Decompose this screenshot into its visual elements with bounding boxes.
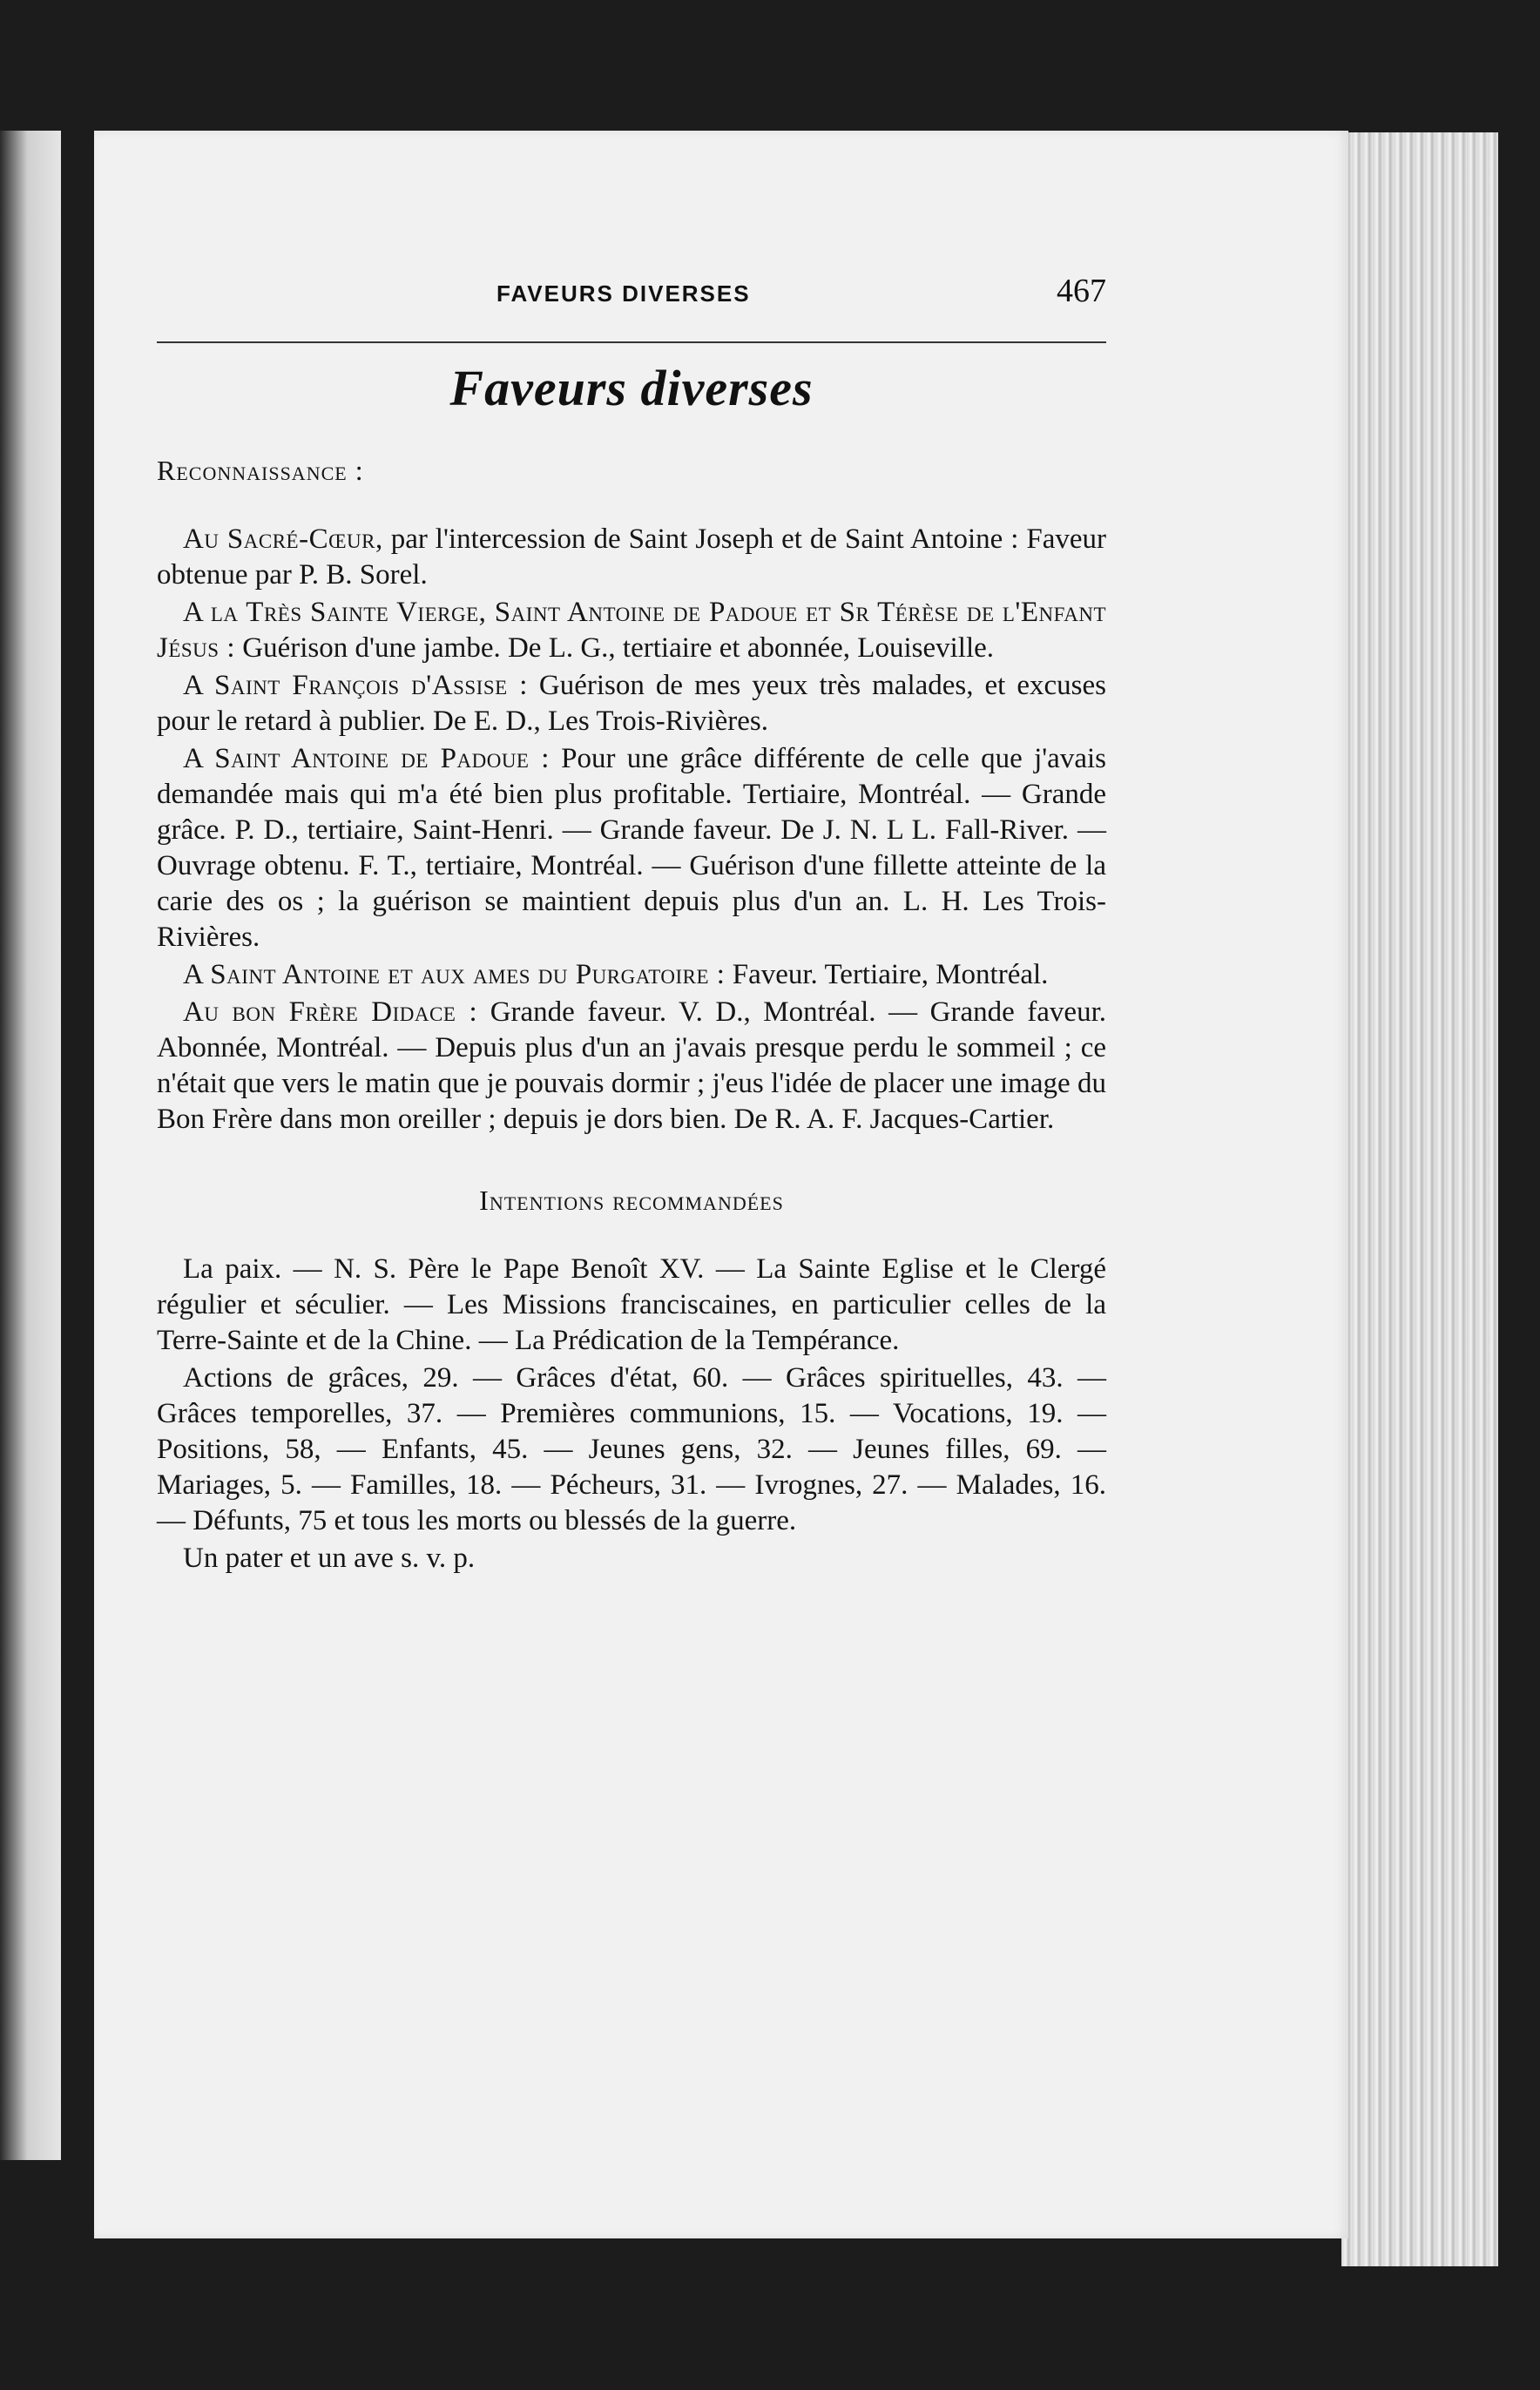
section-heading-reconnaissance: Reconnaissance : (157, 455, 364, 486)
entry-text: Faveur. Tertiaire, Montréal. (725, 959, 1049, 990)
page-number: 467 (1057, 273, 1106, 309)
entry-paragraph (157, 668, 1106, 739)
intentions-paragraph: Actions de grâces, 29. — Grâces d'état, 60. — Grâces spirituelles, 43. — Grâces temporelles, 37. — Premières communions, 15. — Vocations, 19. — Positions, 58, — Enfants, 45. — Jeunes gens, 32. — Jeunes filles, 69. — Mariages, 5. — Familles, 18. — Pécheurs, 31. — Ivrognes, 27. — Malades, 16. — Défunts, 75 et tous les morts ou blessés de la guerre. (157, 1362, 1106, 1536)
entry-paragraph (157, 522, 1106, 593)
entry-lead: A la Très Sainte Vierge, Saint Antoine de Padoue et Sr Térèse de l'Enfant Jésus : (157, 597, 1106, 664)
entry-paragraph (157, 741, 1106, 955)
page-edge-stack (1341, 132, 1498, 2266)
entry-text: Pour une grâce différente de celle que j'avais demandée mais qui m'a été bien plus profitable. Tertiaire, Montréal. — Grande grâce. P. D., tertiaire, Saint-Henri. — Grande faveur. De J. N. L L. Fall-River. — Ouvrage obtenu. F. T., tertiaire, Montréal. — Guérison d'une fillette atteinte de la carie des os ; la guérison se maintient depuis plus d'un an. L. H. Les Trois-Rivières. (157, 743, 1106, 953)
entry-text: Grande faveur. V. D., Montréal. — Grande faveur. Abonnée, Montréal. — Depuis plus d'un an j'avais presque perdu le sommeil ; ce n'était que vers le matin que je pouvais dormir ; j'eus l'idée de placer une image du Bon Frère dans mon oreiller ; depuis je dors bien. De R. A. F. Jacques-Cartier. (157, 996, 1106, 1135)
entry-paragraph (157, 995, 1106, 1138)
entry-lead: A Saint François d'Assise : (183, 670, 528, 701)
section-heading-intentions: Intentions recommandées (479, 1185, 784, 1216)
running-head: FAVEURS DIVERSES (496, 280, 751, 307)
entry-text: Guérison de mes yeux très malades, et excuses pour le retard à publier. De E. D., Les Trois-Rivières. (157, 670, 1107, 737)
entry-paragraph (157, 957, 1106, 993)
article-body (157, 453, 1106, 1578)
entry-lead: Au bon Frère Didace : (183, 996, 478, 1028)
intentions-paragraph: Un pater et un ave s. v. p. (183, 1543, 476, 1574)
intentions-paragraph: La paix. — N. S. Père le Pape Benoît XV. — La Sainte Eglise et le Clergé régulier et séculier. — Les Missions franciscaines, en particulier celles de la Terre-Sainte et de la Chine. — La Prédication de la Tempérance. (157, 1253, 1106, 1356)
entry-paragraph (157, 595, 1106, 666)
page-header (157, 272, 1106, 321)
entry-lead: A Saint Antoine et aux ames du Purgatoire : (183, 959, 726, 990)
entry-text: par l'intercession de Saint Joseph et de Saint Antoine : Faveur obtenue par P. B. Sorel. (157, 523, 1106, 591)
article-title: Faveurs diverses (449, 360, 814, 416)
entry-text: Guérison d'une jambe. De L. G., tertiaire et abonnée, Louiseville. (235, 632, 995, 664)
entry-lead: A Saint Antoine de Padoue : (183, 743, 550, 774)
header-rule (157, 341, 1106, 343)
entry-lead: Au Sacré-Cœur, (183, 523, 383, 555)
facing-page-edge (0, 131, 61, 2160)
